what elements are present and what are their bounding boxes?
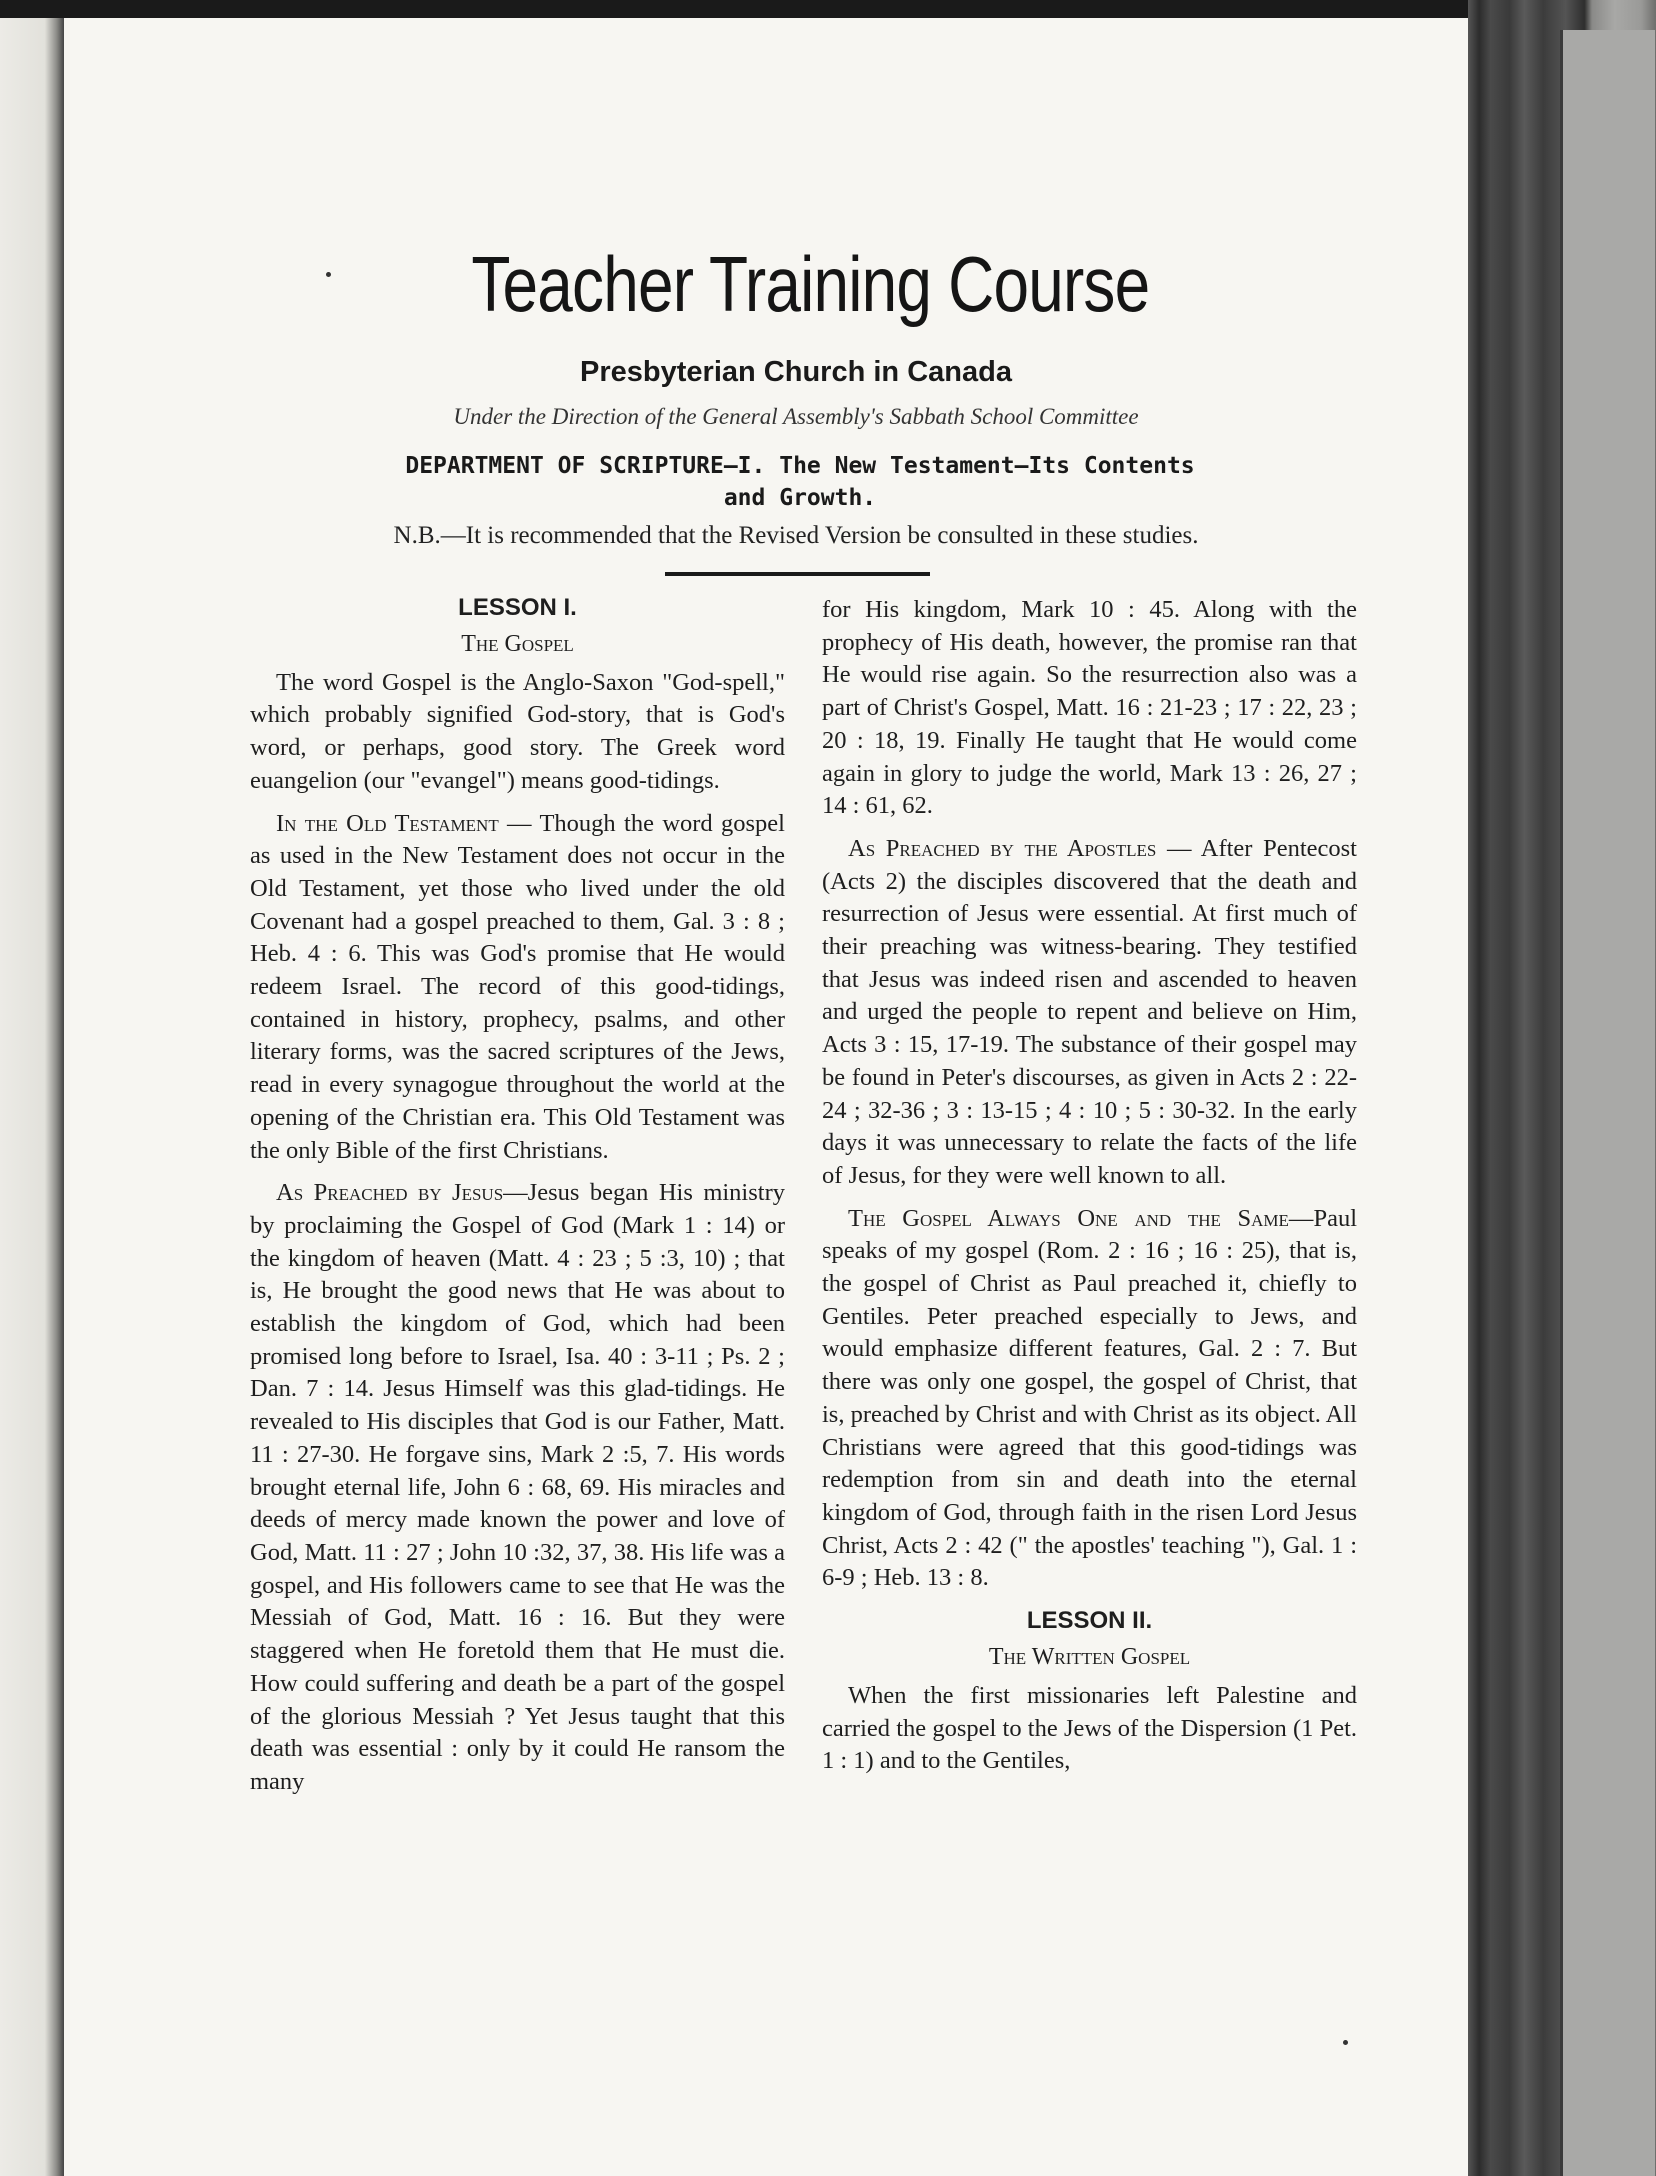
left-column — [250, 592, 785, 1799]
paragraph-gospel-always-one: The Gospel Always One and the Same—Paul speaks of my gospel (Rom. 2 : 16 ; 16 : 25), that is, the gospel of Christ as Paul preached it, chiefly to Gentiles. Peter preached especially to Jews, and would emphasize different features, Gal. 2 : 7. But there was only one gospel, the gospel of Christ, that is, preached by Christ and with Christ as its object. All Christians were agreed that this good-tidings was redemption from sin and death into the eternal kingdom of God, through faith in the risen Lord Jesus Christ, Acts 2 : 42 (" the apostles' teaching "), Gal. 1 : 6-9 ; Heb. 13 : 8. — [822, 1204, 1357, 1592]
church-subtitle: Presbyterian Church in Canada — [580, 356, 1012, 388]
paragraph-preached-by-apostles: As Preached by the Apostles — After Pentecost (Acts 2) the disciples discovered that the death and resurrection of Jesus were essential. At first much of their preaching was witness-bearing. They testified that Jesus was indeed risen and ascended to heaven and urged the people to repent and believe on Him, Acts 3 : 15, 17-19. The substance of their gospel may be found in Peter's discourses, as given in Acts 2 : 22-24 ; 32-36 ; 3 : 13-15 ; 4 : 10 ; 5 : 30-32. In the early days it was unnecessary to relate the facts of the life of Jesus, for they were well known to all. — [822, 834, 1357, 1189]
department-line-2: and Growth. — [723, 485, 877, 511]
paragraph-gospel-meaning: The word Gospel is the Anglo-Saxon "God-spell," which probably signified God-story, that is God's word, or perhaps, good story. The Greek word euangelion (our "evangel") means good-tidings. — [250, 668, 785, 794]
right-column — [822, 594, 1357, 1778]
run-in-heading: As Preached by Jesus— — [276, 1179, 528, 1207]
ink-speck — [1343, 2040, 1348, 2045]
lesson-1-section-title: The Gospel — [461, 631, 574, 657]
lesson-2-heading: LESSON II. — [1026, 1607, 1153, 1635]
paragraph-old-testament: In the Old Testament — Though the word gospel as used in the New Testament does not occur in the Old Testament, yet those who lived under the old Covenant had a gospel preached to them, Gal. 3 : 8 ; Heb. 4 : 6. This was God's promise that He would redeem Israel. The record of this good-tidings, contained in history, prophecy, psalms, and other literary forms, was the sacred scriptures of the Jews, read in every synagogue throughout the world at the opening of the Christian era. This Old Testament was the only Bible of the first Christians. — [250, 809, 785, 1164]
paragraph-continuation: for His kingdom, Mark 10 : 45. Along with the prophecy of His death, however, the promise ran that He would rise again. So the resurrection also was a part of Christ's Gospel, Matt. 16 : 21-23 ; 17 : 22, 23 ; 20 : 18, 19. Finally He taught that He would come again in glory to judge the world, Mark 13 : 26, 27 ; 14 : 61, 62. — [822, 596, 1357, 820]
committee-line: Under the Direction of the General Assembly's Sabbath School Committee — [453, 404, 1139, 429]
lesson-2-section-title: The Written Gospel — [988, 1644, 1191, 1671]
header-divider — [665, 572, 930, 576]
page-edge — [1560, 30, 1655, 2176]
run-in-heading: The Gospel Always One and the Same— — [848, 1204, 1314, 1232]
run-in-heading: In the Old Testament — — [276, 809, 532, 837]
revised-version-note: N.B.—It is recommended that the Revised Version be consulted in these studies. — [393, 522, 1199, 549]
department-line-1: DEPARTMENT OF SCRIPTURE—I. The New Testament—Its Contents — [405, 453, 1195, 479]
run-in-heading: As Preached by the Apostles — — [848, 834, 1192, 862]
book-gutter — [0, 18, 64, 2176]
scan-top-edge — [0, 0, 1656, 18]
lesson-1-heading: LESSON I. — [458, 594, 577, 621]
paragraph-written-gospel: When the first missionaries left Palestine and carried the gospel to the Jews of the Dispersion (1 Pet. 1 : 1) and to the Gentiles, — [822, 1681, 1357, 1775]
page-title: Teacher Training Course — [471, 240, 1150, 328]
department-heading — [260, 450, 1340, 514]
paragraph-preached-by-jesus: As Preached by Jesus—Jesus began His ministry by proclaiming the Gospel of God (Mark 1 : 14) or the kingdom of heaven (Matt. 4 : 23 ; 5 :3, 10) ; that is, He brought the good news that He was about to establish the kingdom of God, which had been promised long before to Israel, Isa. 40 : 3-11 ; Ps. 2 ; Dan. 7 : 14. Jesus Himself was this glad-tidings. He revealed to His disciples that God is our Father, Matt. 11 : 27-30. He forgave sins, Mark 2 :5, 7. His words brought eternal life, John 6 : 68, 69. His miracles and deeds of mercy made known the power and love of God, Matt. 11 : 27 ; John 10 :32, 37, 38. His life was a gospel, and His followers came to see that He was the Messiah of God, Matt. 16 : 16. But they were staggered when He foretold them that He must die. How could suffering and death be a part of the gospel of the glorious Messiah ? Yet Jesus taught that this death was essential : only by it could He ransom the many — [250, 1179, 785, 1795]
